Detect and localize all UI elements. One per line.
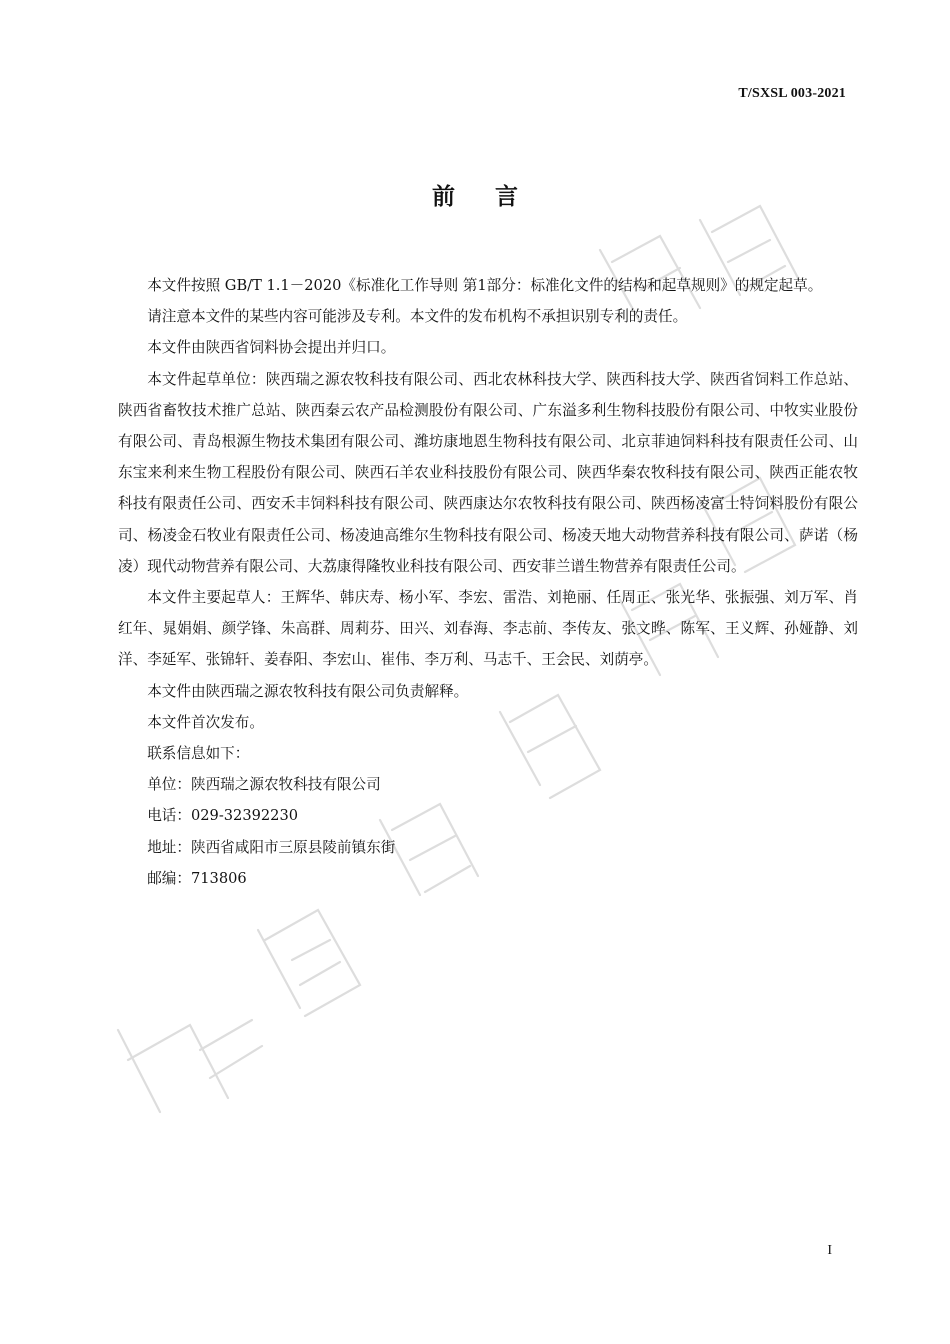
page-title: 前言 (432, 184, 558, 210)
paragraph-contact-heading: 联系信息如下： (147, 745, 250, 763)
page-number: I (827, 1243, 832, 1258)
paragraph-drafting-units: 本文件起草单位：陕西瑞之源农牧科技有限公司、西北农林科技大学、陕西科技大学、陕西省饲料工作总站、陕西省畜牧技术推广总站、陕西秦云农产品检测股份有限公司、广东溢多利生物科技股份有限公司、中牧实业股份有限公司、青岛根源生物技术集团有限公司、潍坊康地恩生物科技有限公司、北京菲迪饲料科技有限责任公司、山东宝来利来生物工程股份有限公司、陕西石羊农业科技股份有限公司、陕西华秦农牧科技有限公司、陕西正能农牧科技有限责任公司、西安禾丰饲料科技有限公司、陕西康达尔农牧科技有限公司、陕西杨凌富士特饲料股份有限公司、杨凌金石牧业有限责任公司、杨凌迪高维尔生物科技有限公司、杨凌天地大动物营养科技有限公司、萨诺（杨凌）现代动物营养有限公司、大荔康得隆牧业科技有限公司、西安菲兰谱生物营养有限责任公司。 (118, 370, 858, 575)
foreword-body (118, 270, 858, 894)
paragraph-patent-notice: 请注意本文件的某些内容可能涉及专利。本文件的发布机构不承担识别专利的责任。 (147, 308, 688, 326)
contact-unit: 单位：陕西瑞之源农牧科技有限公司 (147, 776, 381, 794)
contact-phone: 电话：029-32392230 (147, 807, 299, 825)
contact-address: 地址：陕西省咸阳市三原县陵前镇东街 (147, 838, 396, 856)
paragraph-first-release: 本文件首次发布。 (147, 713, 264, 731)
paragraph-proposer: 本文件由陕西省饲料协会提出并归口。 (147, 339, 396, 357)
contact-postcode: 邮编：713806 (147, 869, 247, 887)
paragraph-interpretation: 本文件由陕西瑞之源农牧科技有限公司负责解释。 (147, 682, 469, 700)
paragraph-drafters: 本文件主要起草人：王辉华、韩庆寿、杨小军、李宏、雷浩、刘艳丽、任周正、张光华、张振强、刘万军、肖红年、晁娟娟、颜学锋、朱高群、周莉芬、田兴、刘春海、李志前、李传友、张文晔、陈军、王义辉、孙娅静、刘洋、李延军、张锦轩、姜春阳、李宏山、崔伟、李万利、马志千、王会民、刘荫亭。 (118, 589, 858, 669)
standard-number: T/SXSL 003-2021 (738, 86, 846, 101)
paragraph-drafting-rules: 本文件按照 GB/T 1.1－2020《标准化工作导则 第1部分：标准化文件的结构和起草规则》的规定起草。 (147, 277, 823, 294)
